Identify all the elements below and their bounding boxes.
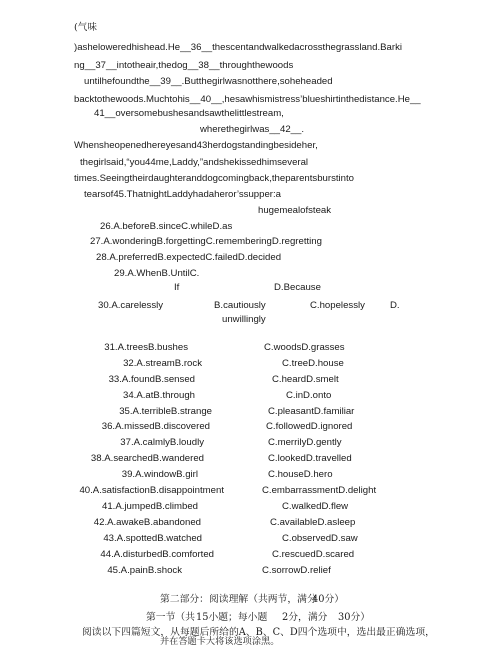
option-29: 29.A.WhenB.UntilC. <box>114 268 200 279</box>
passage-line-1: (气味 <box>74 22 97 33</box>
option-37-left: 37.A.calmlyB.loudly <box>120 437 204 448</box>
option-30-d: D. <box>390 300 400 311</box>
part2-score: 40分） <box>312 594 345 605</box>
option-38-right: C.lookedD.travelled <box>268 453 352 464</box>
option-35-left: 35.A.terribleB.strange <box>119 406 212 417</box>
section1-heading-b: 15小题；每小题 <box>196 612 268 623</box>
section1-heading-a: 第一节（共 <box>146 612 195 623</box>
section1-heading-d: 30分） <box>338 612 371 623</box>
passage-line-12: hugemealofsteak <box>258 205 332 216</box>
passage-line-5: backtothewoods.Muchtohis__40__,hesawhismistress’blueshirtinthedistance.He__ <box>74 94 421 105</box>
option-29-d: D.Because <box>274 282 321 293</box>
option-30-b-word: unwillingly <box>222 314 266 325</box>
option-36-left: 36.A.missedB.discovered <box>101 421 210 432</box>
option-41-right: C.walkedD.flew <box>282 501 349 512</box>
option-42-left: 42.A.awakeB.abandoned <box>93 517 201 528</box>
instructions-line-2: 并在答题卡大将该选项涂黑。 <box>160 636 280 647</box>
option-30-b: B.cautiously <box>214 300 266 311</box>
option-29-c: If <box>174 282 180 293</box>
option-39-left: 39.A.windowB.girl <box>121 469 198 480</box>
passage-line-8: Whensheopenedhereyesand43herdogstandingbesideher, <box>74 140 318 151</box>
option-43-right: C.observedD.saw <box>282 533 358 544</box>
passage-line-7: wherethegirlwas__42__. <box>200 124 304 135</box>
option-32-right: C.treeD.house <box>282 358 344 369</box>
option-30-a: 30.A.carelessly <box>98 300 164 311</box>
passage-line-11: tearsof45.ThatnightLaddyhadaheror’ssupper:a <box>84 189 281 200</box>
option-42-right: C.availableD.asleep <box>270 517 356 528</box>
option-41-left: 41.A.jumpedB.climbed <box>102 501 198 512</box>
option-35-right: C.pleasantD.familiar <box>268 406 355 417</box>
option-27: 27.A.wonderingB.forgettingC.rememberingD.regretting <box>90 236 322 247</box>
option-43-left: 43.A.spottedB.watched <box>103 533 202 544</box>
passage-line-4: untilhefoundthe__39__.Butthegirlwasnotthere,soheheaded <box>84 76 333 87</box>
option-44-right: C.rescuedD.scared <box>272 549 355 560</box>
instructions-line-1: 阅读以下四篇短文，从每题后所给的A、B、C、D四个选项中，选出最正确选项， <box>82 627 435 638</box>
option-45-right: C.sorrowD.relief <box>262 565 331 576</box>
passage-line-9: thegirlsaid,“you44me,Laddy,”andshekissedhimseveral <box>80 157 309 168</box>
option-30-c: C.hopelessly <box>310 300 365 311</box>
option-40-right: C.embarrassmentD.delight <box>262 485 377 496</box>
passage-line-6: 41__oversomebushesandsawthelittlestream, <box>94 108 284 119</box>
option-44-left: 44.A.disturbedB.comforted <box>100 549 214 560</box>
option-39-right: C.houseD.hero <box>268 469 333 480</box>
option-33-left: 33.A.foundB.sensed <box>108 374 195 385</box>
option-40-left: 40.A.satisfactionB.disappointment <box>79 485 224 496</box>
passage-line-3: ng__37__intotheair,thedog__38__throughthewoods <box>74 60 294 71</box>
option-26: 26.A.beforeB.sinceC.whileD.as <box>100 221 233 232</box>
option-33-right: C.heardD.smelt <box>272 374 339 385</box>
option-36-right: C.followedD.ignored <box>266 421 353 432</box>
option-31-left: 31.A.treesB.bushes <box>104 342 188 353</box>
option-38-left: 38.A.searchedB.wandered <box>90 453 204 464</box>
option-34-left: 34.A.atB.through <box>122 390 195 401</box>
passage-line-2: )asheloweredhishead.He__36__thescentandwalkedacrossthegrassland.Barki <box>74 42 402 53</box>
section1-heading-c: 2分，满分 <box>282 612 328 623</box>
option-37-right: C.merrilyD.gently <box>268 437 342 448</box>
option-45-left: 45.A.painB.shock <box>107 565 182 576</box>
passage-line-10: times.Seeingtheirdaughteranddogcomingback,theparentsburstinto <box>74 173 354 184</box>
option-28: 28.A.preferredB.expectedC.failedD.decided <box>96 252 282 263</box>
option-31-right: C.woodsD.grasses <box>264 342 345 353</box>
part2-heading: 第二部分：阅读理解（共两节，满分 <box>160 594 317 605</box>
option-32-left: 32.A.streamB.rock <box>123 358 202 369</box>
option-34-right: C.inD.onto <box>286 390 332 401</box>
